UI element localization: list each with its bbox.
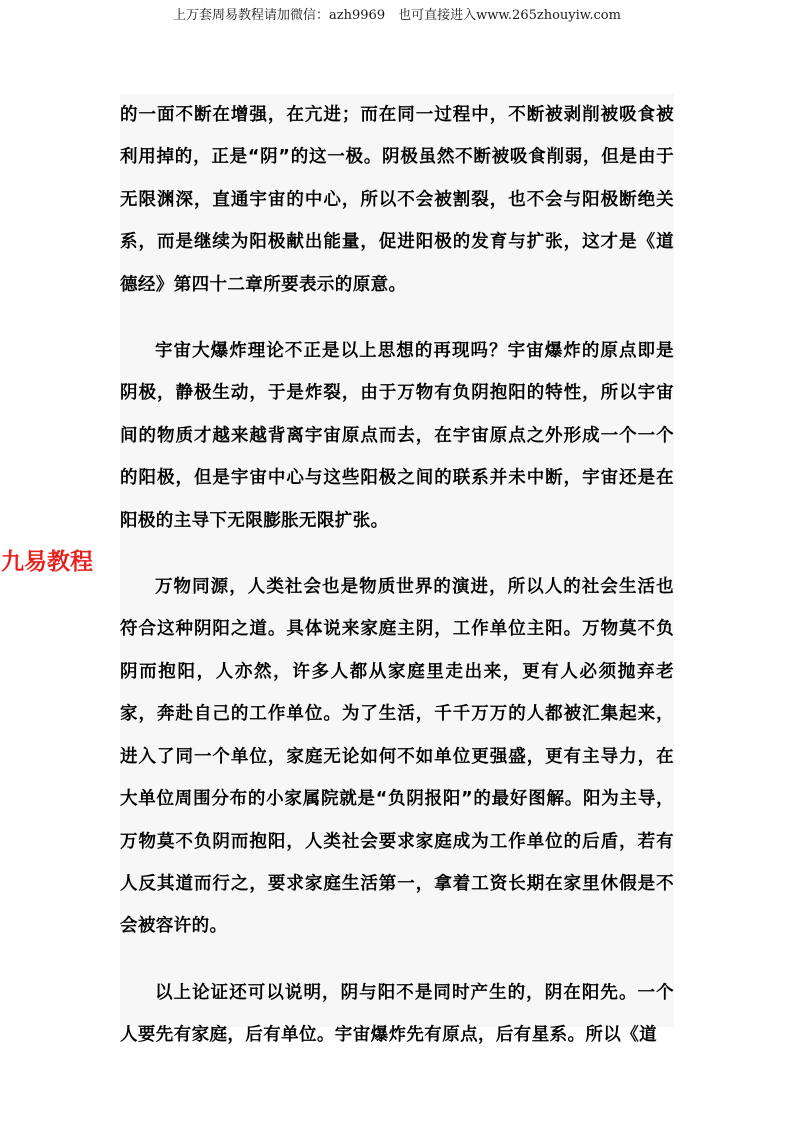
paragraph-1: 的一面不断在增强，在亢进；而在同一过程中，不断被剥削被吸食被利用掉的，正是“阴”的这一极。阴极虽然不断被吸食削弱，但是由于无限渊深，直通宇宙的中心，所以不会被割裂，也不会与阳极断绝关系，而是继续为阳极献出能量，促进阳极的发育与扩张，这才是《道德经》第四十二章所要表示的原意。 <box>120 105 674 295</box>
paragraph-2: 宇宙大爆炸理论不正是以上思想的再现吗？宇宙爆炸的原点即是阴极，静极生动，于是炸裂，由于万物有负阴抱阳的特性，所以宇宙间的物质才越来越背离宇宙原点而去，在宇宙原点之外形成一个一个的阳极，但是宇宙中心与这些阳极之间的联系并未中断，宇宙还是在阳极的主导下无限膨胀无限扩张。 <box>120 341 674 531</box>
paragraph-3: 万物同源，人类社会也是物质世界的演进，所以人的社会生活也符合这种阴阳之道。具体说来家庭主阴，工作单位主阳。万物莫不负阴而抱阳，人亦然，许多人都从家庭里走出来，更有人必须抛弃老家，奔赴自己的工作单位。为了生活，千千万万的人都被汇集起来，进入了同一个单位，家庭无论如何不如单位更强盛，更有主导力，在大单位周围分布的小家属院就是“负阴报阳”的最好图解。阳为主导，万物莫不负阴而抱阳，人类社会要求家庭成为工作单位的后盾，若有人反其道而行之，要求家庭生活第一，拿着工资长期在家里休假是不会被容许的。 <box>120 577 674 937</box>
header-banner: 上万套周易教程请加微信：azh9969 也可直接进入www.265zhouyiw.com <box>173 8 621 23</box>
watermark-logo: 九易教程 <box>1 549 93 575</box>
paragraph-4: 以上论证还可以说明，阴与阳不是同时产生的，阴在阳先。一个人要先有家庭，后有单位。宇宙爆炸先有原点，后有星系。所以《道 <box>120 982 674 1046</box>
document-body <box>120 94 674 1046</box>
